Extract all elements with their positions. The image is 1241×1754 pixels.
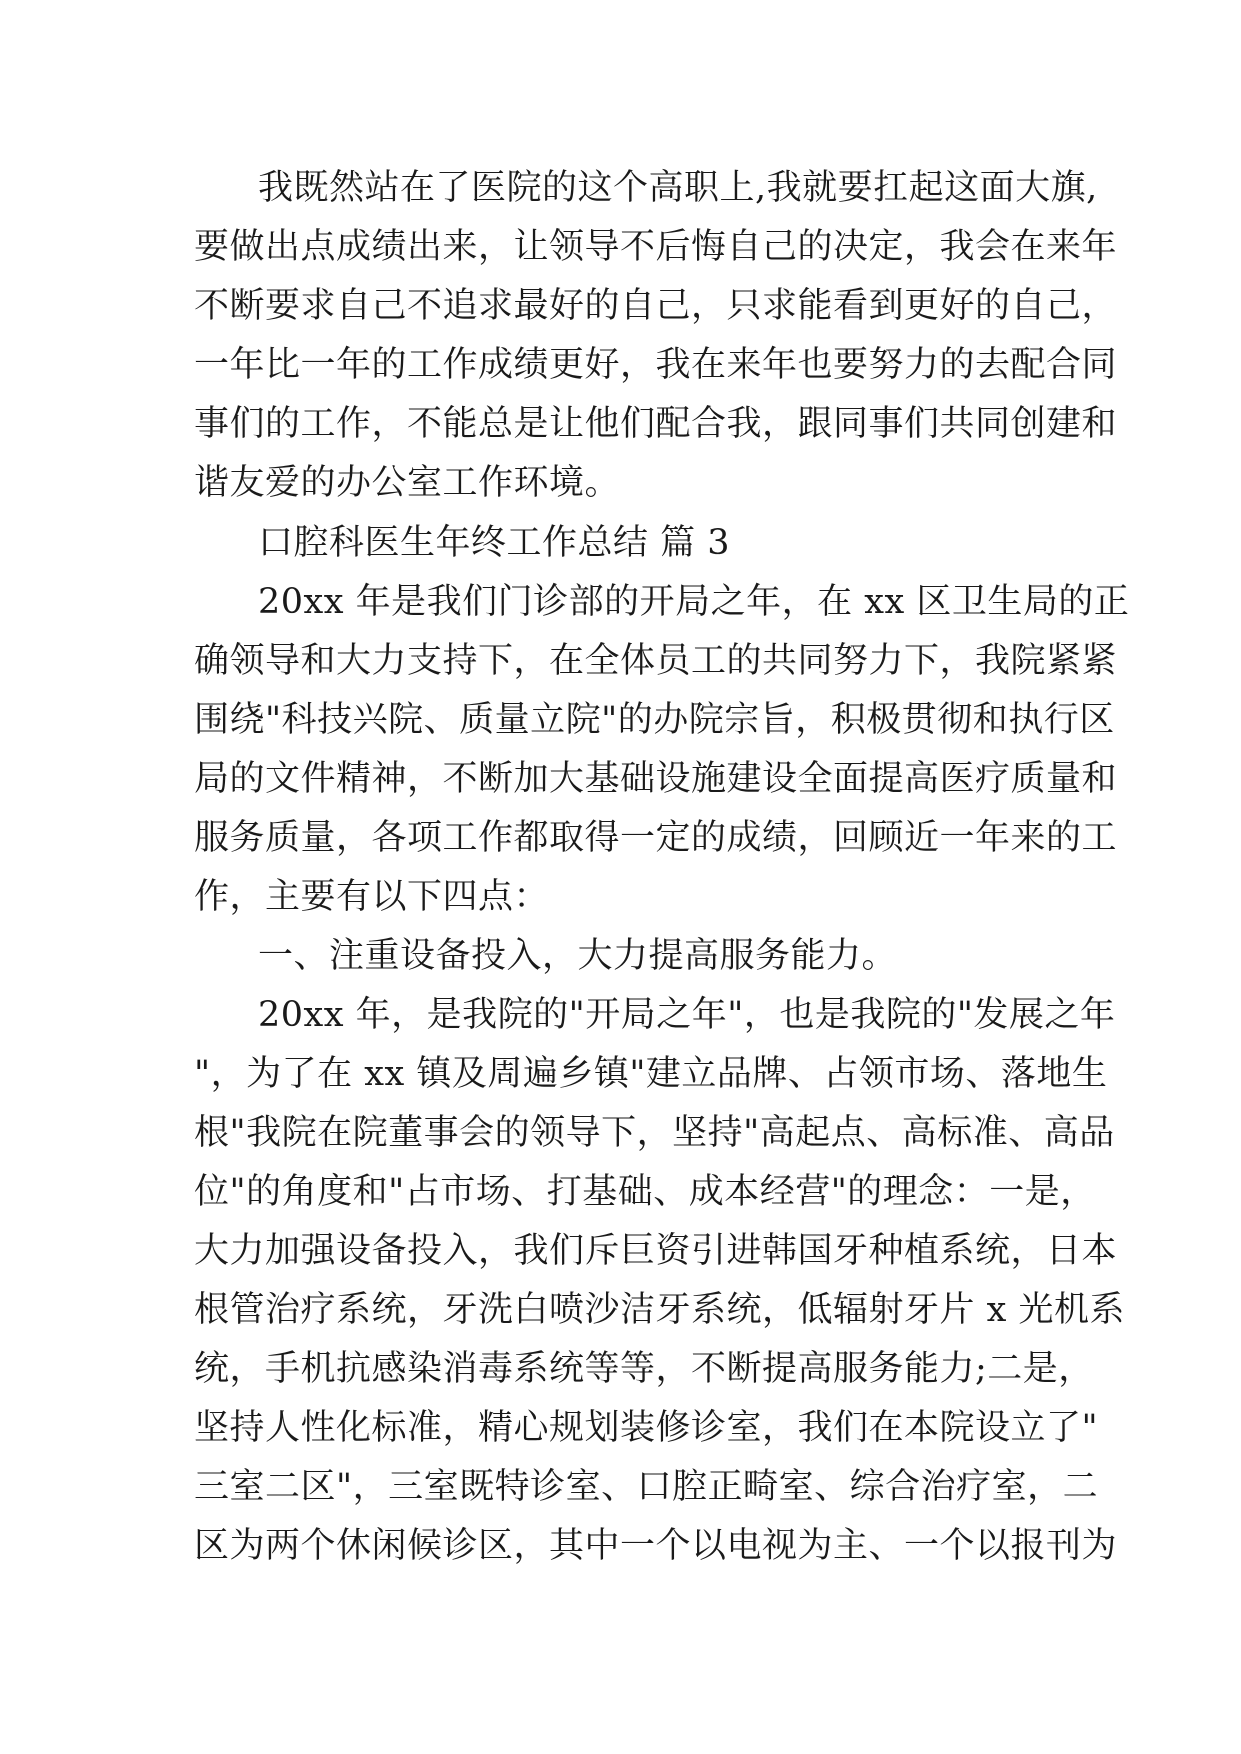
paragraph-line: 局的文件精神，不断加大基础设施建设全面提高医疗质量和 [194, 759, 1118, 799]
paragraph-line: 谐友爱的办公室工作环境。 [194, 463, 621, 503]
paragraph-line: 三室二区"，三室既特诊室、口腔正畸室、综合治疗室，二 [194, 1467, 1099, 1507]
subsection-heading: 一、注重设备投入，大力提高服务能力。 [258, 936, 898, 976]
paragraph-line: 一年比一年的工作成绩更好，我在来年也要努力的去配合同 [194, 345, 1118, 385]
paragraph-line: 位"的角度和"占市场、打基础、成本经营"的理念：一是， [194, 1172, 1096, 1212]
paragraph-line: 事们的工作，不能总是让他们配合我，跟同事们共同创建和 [194, 404, 1118, 444]
paragraph-line: "，为了在 xx 镇及周遍乡镇"建立品牌、占领市场、落地生 [194, 1054, 1108, 1094]
section-heading: 口腔科医生年终工作总结 篇 3 [258, 523, 731, 563]
paragraph-line: 20xx 年是我们门诊部的开局之年，在 xx 区卫生局的正 [258, 582, 1130, 622]
paragraph-line: 坚持人性化标准，精心规划装修诊室，我们在本院设立了" [194, 1408, 1099, 1448]
paragraph-line: 根"我院在院董事会的领导下，坚持"高起点、高标准、高品 [194, 1113, 1115, 1153]
paragraph-line: 作，主要有以下四点： [194, 877, 550, 917]
paragraph-line: 根管治疗系统，牙洗白喷沙洁牙系统，低辐射牙片 x 光机系 [194, 1290, 1125, 1330]
paragraph-line: 我既然站在了医院的这个高职上,我就要扛起这面大旗, [258, 168, 1098, 208]
paragraph-line: 确领导和大力支持下，在全体员工的共同努力下，我院紧紧 [194, 641, 1118, 681]
paragraph-line: 区为两个休闲候诊区，其中一个以电视为主、一个以报刊为 [194, 1526, 1118, 1566]
paragraph-line: 服务质量，各项工作都取得一定的成绩，回顾近一年来的工 [194, 818, 1118, 858]
paragraph-line: 围绕"科技兴院、质量立院"的办院宗旨，积极贯彻和执行区 [194, 700, 1115, 740]
paragraph-line: 不断要求自己不追求最好的自己，只求能看到更好的自己， [194, 286, 1118, 326]
paragraph-line: 统，手机抗感染消毒系统等等，不断提高服务能力;二是， [194, 1349, 1094, 1389]
paragraph-line: 20xx 年，是我院的"开局之年"，也是我院的"发展之年 [258, 995, 1116, 1035]
paragraph-line: 大力加强设备投入，我们斥巨资引进韩国牙种植系统，日本 [194, 1231, 1118, 1271]
paragraph-line: 要做出点成绩出来，让领导不后悔自己的决定，我会在来年 [194, 227, 1118, 267]
